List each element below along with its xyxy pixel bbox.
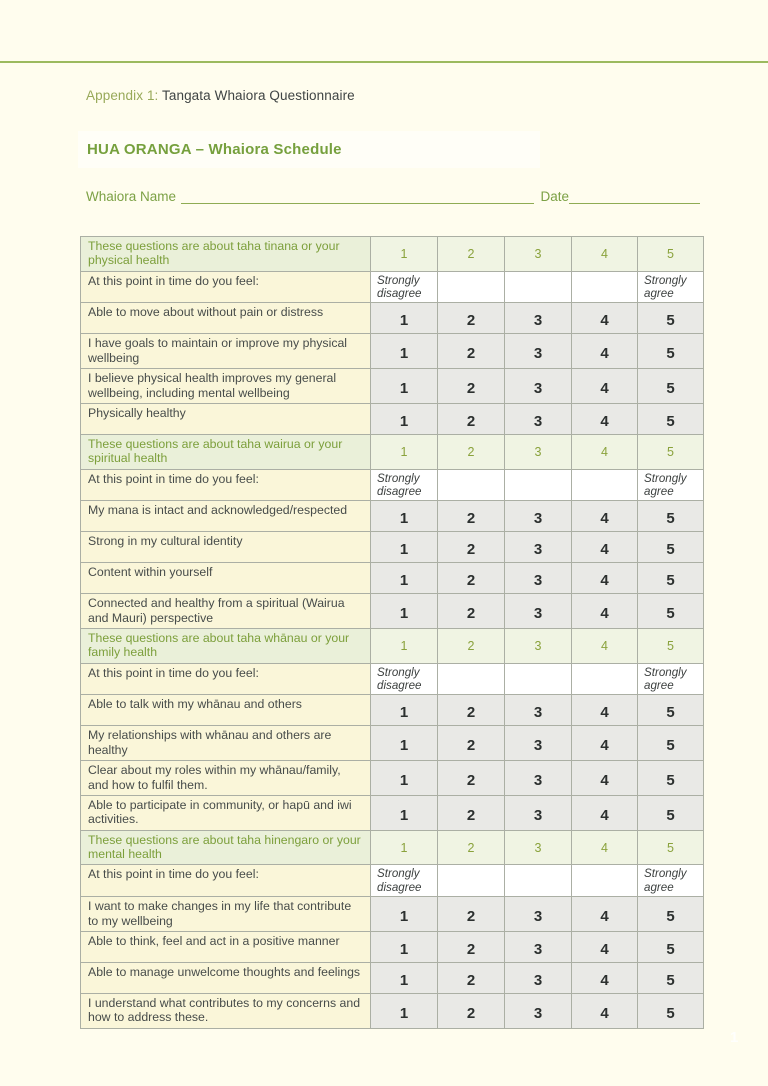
- section-scale-number: 2: [438, 434, 505, 469]
- question-row: [81, 594, 704, 629]
- question-row: [81, 334, 704, 369]
- section-scale-number: 5: [638, 434, 704, 469]
- section-scale-number: 1: [371, 830, 438, 865]
- rating-cell: 3: [505, 993, 572, 1028]
- feel-prompt: At this point in time do you feel:: [81, 865, 371, 897]
- anchor-blank-cell: [438, 663, 505, 695]
- question-text: My relationships with whānau and others are healthy: [81, 726, 371, 761]
- rating-cell: 3: [505, 334, 572, 369]
- rating-cell: 3: [505, 369, 572, 404]
- anchor-blank-cell: [505, 469, 572, 501]
- section-scale-number: 3: [505, 830, 572, 865]
- question-row: [81, 369, 704, 404]
- anchor-blank-cell: [438, 469, 505, 501]
- question-row: [81, 761, 704, 796]
- rating-cell: 4: [572, 993, 638, 1028]
- appendix-title: Tangata Whaiora Questionnaire: [158, 88, 355, 103]
- section-scale-number: 4: [572, 434, 638, 469]
- rating-cell: 4: [572, 897, 638, 932]
- section-header-row: [81, 629, 704, 664]
- rating-cell: 4: [572, 334, 638, 369]
- section-scale-number: 4: [572, 629, 638, 664]
- question-row: [81, 403, 704, 434]
- question-text: Able to talk with my whānau and others: [81, 695, 371, 726]
- rating-cell: 5: [638, 403, 704, 434]
- question-row: [81, 726, 704, 761]
- rating-cell: 2: [438, 761, 505, 796]
- rating-cell: 4: [572, 726, 638, 761]
- section-scale-number: 1: [371, 434, 438, 469]
- rating-cell: 2: [438, 334, 505, 369]
- anchor-blank-cell: [572, 469, 638, 501]
- rating-cell: 3: [505, 761, 572, 796]
- question-row: [81, 897, 704, 932]
- question-text: I have goals to maintain or improve my physical wellbeing: [81, 334, 371, 369]
- section-scale-number: 1: [371, 237, 438, 272]
- question-row: [81, 993, 704, 1028]
- anchor-strongly-agree: Strongly agree: [638, 663, 704, 695]
- rating-cell: 1: [371, 563, 438, 594]
- rating-cell: 4: [572, 931, 638, 962]
- rating-cell: 1: [371, 403, 438, 434]
- question-row: [81, 501, 704, 532]
- rating-cell: 4: [572, 594, 638, 629]
- anchor-strongly-agree: Strongly agree: [638, 469, 704, 501]
- section-heading: These questions are about taha tinana or your physical health: [81, 237, 371, 272]
- rating-cell: 1: [371, 532, 438, 563]
- schedule-title-strip: [78, 131, 540, 168]
- question-row: [81, 795, 704, 830]
- rating-cell: 1: [371, 501, 438, 532]
- rating-cell: 3: [505, 532, 572, 563]
- section-scale-number: 5: [638, 830, 704, 865]
- question-row: [81, 563, 704, 594]
- anchor-blank-cell: [572, 663, 638, 695]
- anchor-strongly-agree: Strongly agree: [638, 865, 704, 897]
- rating-cell: 4: [572, 403, 638, 434]
- section-header-row: [81, 434, 704, 469]
- question-text: Able to think, feel and act in a positive manner: [81, 931, 371, 962]
- anchor-blank-cell: [438, 271, 505, 303]
- rating-cell: 3: [505, 897, 572, 932]
- section-scale-number: 1: [371, 629, 438, 664]
- question-row: [81, 931, 704, 962]
- rating-cell: 3: [505, 501, 572, 532]
- rating-cell: 3: [505, 303, 572, 334]
- feel-prompt: At this point in time do you feel:: [81, 663, 371, 695]
- rating-cell: 5: [638, 897, 704, 932]
- name-date-row: [86, 189, 700, 204]
- rating-cell: 3: [505, 931, 572, 962]
- section-heading: These questions are about taha hinengaro or your mental health: [81, 830, 371, 865]
- feel-prompt-row: [81, 469, 704, 501]
- rating-cell: 3: [505, 726, 572, 761]
- rating-cell: 1: [371, 795, 438, 830]
- question-row: [81, 962, 704, 993]
- rating-cell: 3: [505, 795, 572, 830]
- question-text: Able to participate in community, or hapū and iwi activities.: [81, 795, 371, 830]
- rating-cell: 2: [438, 931, 505, 962]
- rating-cell: 1: [371, 962, 438, 993]
- rating-cell: 5: [638, 962, 704, 993]
- rating-cell: 1: [371, 726, 438, 761]
- rating-cell: 2: [438, 563, 505, 594]
- section-scale-number: 5: [638, 629, 704, 664]
- section-scale-number: 4: [572, 237, 638, 272]
- feel-prompt-row: [81, 663, 704, 695]
- question-text: Clear about my roles within my whānau/family, and how to fulfil them.: [81, 761, 371, 796]
- rating-cell: 2: [438, 501, 505, 532]
- rating-cell: 5: [638, 695, 704, 726]
- question-text: Strong in my cultural identity: [81, 532, 371, 563]
- rating-cell: 5: [638, 795, 704, 830]
- rating-cell: 4: [572, 795, 638, 830]
- rating-cell: 5: [638, 931, 704, 962]
- feel-prompt-row: [81, 865, 704, 897]
- rating-cell: 3: [505, 962, 572, 993]
- rating-cell: 1: [371, 594, 438, 629]
- question-text: My mana is intact and acknowledged/respected: [81, 501, 371, 532]
- rating-cell: 3: [505, 594, 572, 629]
- anchor-blank-cell: [505, 865, 572, 897]
- question-text: I want to make changes in my life that contribute to my wellbeing: [81, 897, 371, 932]
- rating-cell: 2: [438, 726, 505, 761]
- rating-cell: 2: [438, 795, 505, 830]
- rating-cell: 5: [638, 993, 704, 1028]
- rating-cell: 1: [371, 761, 438, 796]
- question-text: Connected and healthy from a spiritual (Wairua and Mauri) perspective: [81, 594, 371, 629]
- section-scale-number: 2: [438, 629, 505, 664]
- date-label: Date: [540, 189, 569, 204]
- rating-cell: 4: [572, 501, 638, 532]
- anchor-blank-cell: [572, 865, 638, 897]
- rating-cell: 2: [438, 897, 505, 932]
- feel-prompt-row: [81, 271, 704, 303]
- rating-cell: 1: [371, 993, 438, 1028]
- questionnaire-table-body: [81, 237, 704, 1029]
- anchor-strongly-disagree: Strongly disagree: [371, 469, 438, 501]
- schedule-title: HUA ORANGA – Whaiora Schedule: [87, 141, 342, 158]
- section-header-row: [81, 237, 704, 272]
- rating-cell: 5: [638, 303, 704, 334]
- section-heading: These questions are about taha whānau or your family health: [81, 629, 371, 664]
- question-row: [81, 532, 704, 563]
- rating-cell: 2: [438, 962, 505, 993]
- question-text: Content within yourself: [81, 563, 371, 594]
- rating-cell: 3: [505, 563, 572, 594]
- anchor-blank-cell: [505, 663, 572, 695]
- whaiora-name-label: Whaiora Name: [86, 189, 177, 204]
- section-scale-number: 3: [505, 237, 572, 272]
- rating-cell: 2: [438, 532, 505, 563]
- question-text: I believe physical health improves my general wellbeing, including mental wellbeing: [81, 369, 371, 404]
- rating-cell: 1: [371, 695, 438, 726]
- anchor-blank-cell: [438, 865, 505, 897]
- date-blank-line: [569, 189, 700, 204]
- rating-cell: 5: [638, 761, 704, 796]
- section-scale-number: 3: [505, 629, 572, 664]
- feel-prompt: At this point in time do you feel:: [81, 271, 371, 303]
- section-scale-number: 2: [438, 237, 505, 272]
- rating-cell: 5: [638, 369, 704, 404]
- question-text: Able to move about without pain or distress: [81, 303, 371, 334]
- rating-cell: 4: [572, 695, 638, 726]
- rating-cell: 3: [505, 403, 572, 434]
- section-scale-number: 5: [638, 237, 704, 272]
- question-text: I understand what contributes to my concerns and how to address these.: [81, 993, 371, 1028]
- anchor-strongly-disagree: Strongly disagree: [371, 271, 438, 303]
- rating-cell: 5: [638, 563, 704, 594]
- section-header-row: [81, 830, 704, 865]
- rating-cell: 5: [638, 726, 704, 761]
- rating-cell: 3: [505, 695, 572, 726]
- question-text: Able to manage unwelcome thoughts and feelings: [81, 962, 371, 993]
- rating-cell: 4: [572, 303, 638, 334]
- question-row: [81, 303, 704, 334]
- rating-cell: 5: [638, 594, 704, 629]
- rating-cell: 1: [371, 897, 438, 932]
- anchor-strongly-disagree: Strongly disagree: [371, 865, 438, 897]
- rating-cell: 4: [572, 962, 638, 993]
- rating-cell: 5: [638, 501, 704, 532]
- rating-cell: 4: [572, 563, 638, 594]
- appendix-heading: [86, 88, 355, 103]
- anchor-strongly-disagree: Strongly disagree: [371, 663, 438, 695]
- question-row: [81, 695, 704, 726]
- appendix-label: Appendix 1:: [86, 88, 159, 103]
- feel-prompt: At this point in time do you feel:: [81, 469, 371, 501]
- rating-cell: 1: [371, 931, 438, 962]
- rating-cell: 5: [638, 532, 704, 563]
- rating-cell: 1: [371, 334, 438, 369]
- rating-cell: 2: [438, 594, 505, 629]
- questionnaire-table: [80, 236, 704, 1029]
- top-divider-rule: [0, 61, 768, 63]
- question-text: Physically healthy: [81, 403, 371, 434]
- rating-cell: 2: [438, 993, 505, 1028]
- rating-cell: 2: [438, 403, 505, 434]
- anchor-blank-cell: [505, 271, 572, 303]
- section-scale-number: 3: [505, 434, 572, 469]
- whaiora-name-blank-line: [181, 189, 534, 204]
- rating-cell: 5: [638, 334, 704, 369]
- section-scale-number: 2: [438, 830, 505, 865]
- section-scale-number: 4: [572, 830, 638, 865]
- rating-cell: 2: [438, 303, 505, 334]
- section-heading: These questions are about taha wairua or your spiritual health: [81, 434, 371, 469]
- rating-cell: 1: [371, 303, 438, 334]
- rating-cell: 4: [572, 761, 638, 796]
- rating-cell: 2: [438, 369, 505, 404]
- rating-cell: 4: [572, 532, 638, 563]
- page-number: 1: [730, 1029, 739, 1046]
- anchor-strongly-agree: Strongly agree: [638, 271, 704, 303]
- anchor-blank-cell: [572, 271, 638, 303]
- rating-cell: 1: [371, 369, 438, 404]
- rating-cell: 2: [438, 695, 505, 726]
- rating-cell: 4: [572, 369, 638, 404]
